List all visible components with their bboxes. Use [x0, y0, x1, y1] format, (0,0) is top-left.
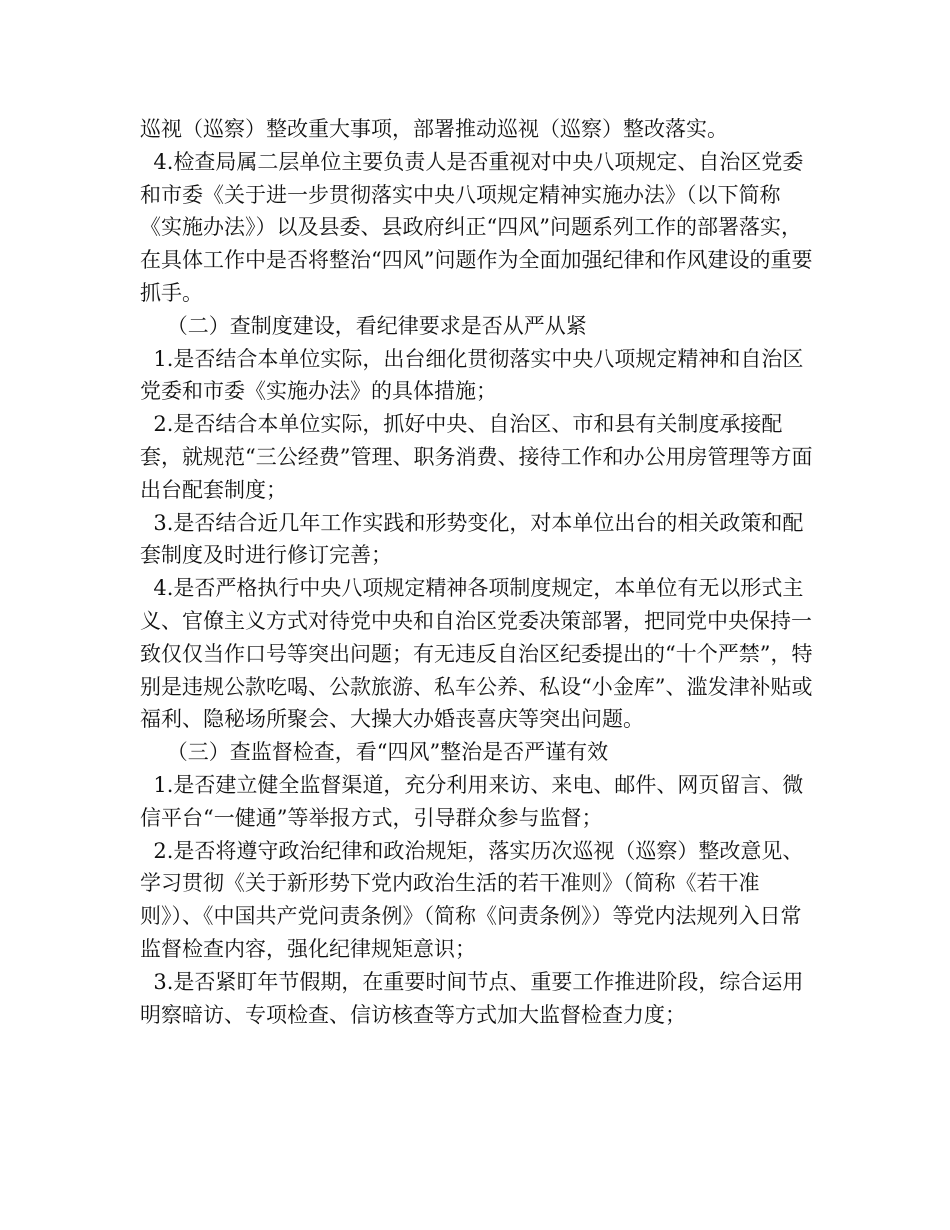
paragraph-item-3-inspection: 3.是否紧盯年节假期，在重要时间节点、重要工作推进阶段，综合运用明察暗访、专项检查、信访核查等方式加大监督检查力度；	[140, 969, 804, 1027]
paragraph-item-3-revision: 3.是否结合近几年工作实践和形势变化，对本单位出台的相关政策和配套制度及时进行修订完善；	[140, 510, 804, 568]
paragraph-item-1-measures: 1.是否结合本单位实际，出台细化贯彻落实中央八项规定精神和自治区党委和市委《实施办法》的具体措施；	[140, 346, 804, 404]
paragraph-continuation: 巡视（巡察）整改重大事项，部署推动巡视（巡察）整改落实。	[140, 117, 728, 141]
paragraph-item-4-leadership: 4.检查局属二层单位主要负责人是否重视对中央八项规定、自治区党委和市委《关于进一步贯彻落实中央八项规定精神实施办法》（以下简称《实施办法》）以及县委、县政府纠正“四风”问题系列工作的部署落实，在具体工作中是否将整治“四风”问题作为全面加强纪律和作风建设的重要抓手。	[140, 149, 813, 305]
section-heading-3: （三）查监督检查，看“四风”整治是否严谨有效	[140, 740, 609, 765]
paragraph-item-2-discipline: 2.是否将遵守政治纪律和政治规矩，落实历次巡视（巡察）整改意见、学习贯彻《关于新形势下党内政治生活的若干准则》（简称《若干准则》）、《中国共产党问责条例》（简称《问责条例》）等党内法规列入日常监督检查内容，强化纪律规矩意识；	[140, 838, 804, 961]
document-body	[140, 113, 820, 1031]
section-heading-2: （二）查制度建设，看纪律要求是否从严从紧	[140, 313, 587, 338]
paragraph-item-1-channels: 1.是否建立健全监督渠道，充分利用来访、来电、邮件、网页留言、微信平台“一健通”等举报方式，引导群众参与监督；	[140, 772, 804, 830]
paragraph-item-2-supporting-rules: 2.是否结合本单位实际，抓好中央、自治区、市和县有关制度承接配套，就规范“三公经费”管理、职务消费、接待工作和办公用房管理等方面出台配套制度；	[140, 412, 813, 502]
paragraph-item-4-enforcement: 4.是否严格执行中央八项规定精神各项制度规定，本单位有无以形式主义、官僚主义方式对待党中央和自治区党委决策部署，把同党中央保持一致仅仅当作口号等突出问题；有无违反自治区纪委提出的“十个严禁”，特别是违规公款吃喝、公款旅游、私车公养、私设“小金库”、滥发津补贴或福利、隐秘场所聚会、大操大办婚丧喜庆等突出问题。	[140, 576, 813, 732]
